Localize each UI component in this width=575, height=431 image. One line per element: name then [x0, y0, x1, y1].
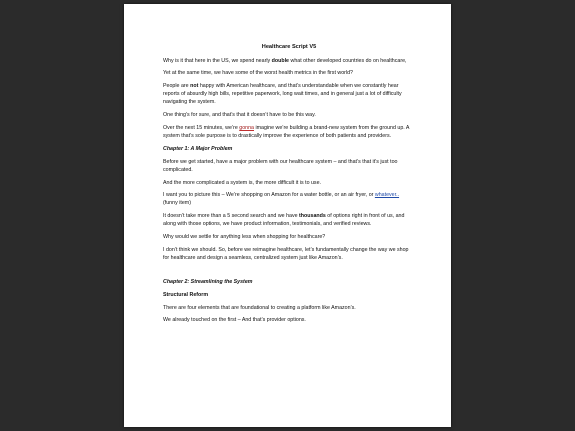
paragraph-5	[163, 124, 415, 140]
paragraph-6: Before we get started, have a major problem with our healthcare system – and that’s that it’s just too complicated.	[163, 158, 398, 173]
paragraph-10: Why would we settle for anything less when shopping for healthcare?	[163, 234, 326, 241]
paragraph-4: One thing’s for sure, and that’s that it doesn’t have to be this way.	[163, 112, 316, 119]
bold-double: double	[271, 57, 290, 64]
paragraph-8	[163, 191, 415, 207]
paragraph-3	[163, 82, 415, 106]
spellcheck-word-gonna[interactable]: gonna	[239, 125, 254, 131]
paragraph-3-text-b: happy with American healthcare, and that’s understandable when we constantly hear reports of absurdly high bills, repetitive paperwork, long wait times, and in general just a lot of difficulty navigating the system.	[163, 83, 402, 106]
paragraph-9-text-a: It doesn’t take more than a 5 second search and we have	[163, 213, 300, 220]
paragraph-8-text-a: I want you to picture this – We’re shopping on Amazon for a water bottle, or an air fryer, or	[163, 192, 375, 199]
whatever-link[interactable]: whatever..	[374, 192, 400, 199]
document-page[interactable]	[124, 4, 451, 427]
document-title: Healthcare Script V5	[261, 44, 317, 50]
bold-not: not	[190, 83, 199, 90]
paragraph-8-text-b: (funny item)	[163, 200, 191, 207]
paragraph-1	[163, 57, 415, 65]
chapter-2-heading: Chapter 2: Streamlining the System	[163, 279, 253, 286]
paragraph-5-text-b: imagine we’re building a brand-new system from the ground up. A system that’s sole purpose is to drastically improve the experience of both patients and providers.	[163, 125, 410, 140]
paragraph-11: I don’t think we should. So, before we reimagine healthcare, let’s fundamentally change the way we shop for healthcare and design a seamless, centralized system just like Amazon’s.	[163, 246, 409, 261]
paragraph-5-text-a: Over the next 15 minutes, we’re	[163, 125, 240, 131]
bold-thousands: thousands	[299, 213, 326, 220]
document-body[interactable]	[163, 43, 415, 329]
paragraph-3-text-a: People are	[163, 83, 191, 90]
paragraph-9-text-b: of options right in front of us, and along with those options, we have product information, testimonials, and verified reviews.	[163, 213, 405, 228]
paragraph-13: We already touched on the first – And that’s provider options.	[163, 317, 306, 324]
paragraph-7: And the more complicated a system is, the more difficult it is to use.	[163, 179, 321, 186]
paragraph-2: Yet at the same time, we have some of the worst health metrics in the first world?	[163, 70, 353, 77]
paragraph-1-text-a: Why is it that here in the US, we spend nearly	[163, 57, 272, 64]
paragraph-1-text-b: what other developed countries do on healthcare,	[289, 57, 407, 64]
chapter-1-heading: Chapter 1: A Major Problem	[163, 145, 233, 152]
paragraph-12: There are four elements that are foundational to creating a platform like Amazon’s.	[163, 304, 356, 311]
paragraph-9	[163, 212, 415, 228]
structural-reform-heading: Structural Reform	[163, 291, 209, 298]
